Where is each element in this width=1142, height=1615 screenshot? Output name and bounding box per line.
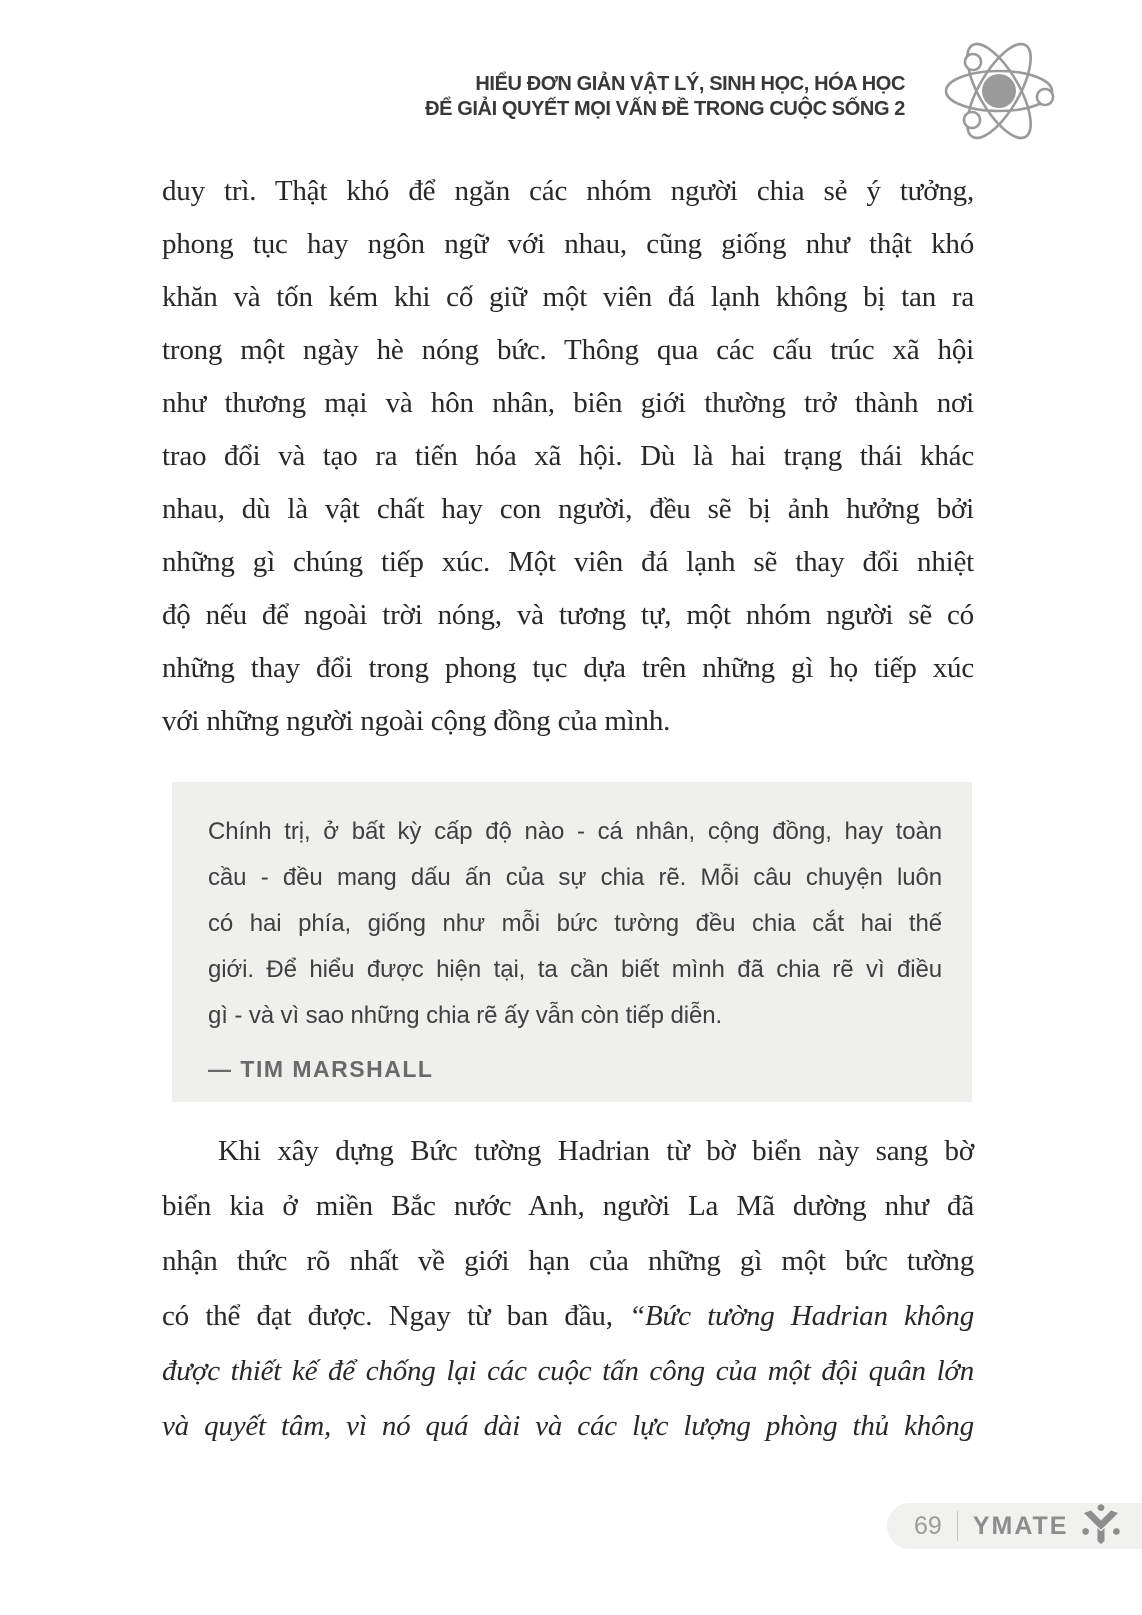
text-line: như thương mại và hôn nhân, biên giới thường trở thành nơi [162,387,974,419]
text-line: trong một ngày hè nóng bức. Thông qua các cấu trúc xã hội [162,334,974,366]
italic-text-run: và quyết tâm, vì nó quá dài và các lực lượng phòng thủ không [162,1410,974,1442]
quote-attribution: — TIM MARSHALL [208,1056,434,1082]
book-title-line1: HIỂU ĐƠN GIẢN VẬT LÝ, SINH HỌC, HÓA HỌC [475,73,905,95]
footer-divider [957,1511,958,1541]
quote-box [172,782,972,1102]
text-run: có thể đạt được. Ngay từ ban đầu, [162,1300,630,1332]
text-line: phong tục hay ngôn ngữ với nhau, cũng giống như thật khó [162,228,974,260]
text-run: Khi xây dựng Bức tường Hadrian từ bờ biển này sang bờ [218,1135,974,1167]
paragraph-2 [162,1124,974,1454]
quote-line: cầu - đều mang dấu ấn của sự chia rẽ. Mỗi câu chuyện luôn [208,864,942,891]
text-line [162,1344,974,1399]
footer-page-bar [887,1503,1142,1549]
italic-text-run: “Bức tường Hadrian không [629,1300,975,1332]
book-title-line2: ĐỂ GIẢI QUYẾT MỌI VẤN ĐỀ TRONG CUỘC SỐNG 2 [425,98,905,120]
text-line: những gì chúng tiếp xúc. Một viên đá lạnh sẽ thay đổi nhiệt [162,546,974,578]
quote-line: Chính trị, ở bất kỳ cấp độ nào - cá nhân, cộng đồng, hay toàn [208,818,942,845]
text-line: với những người ngoài cộng đồng của mình. [162,705,671,737]
text-line [162,1179,974,1234]
text-line: trao đổi và tạo ra tiến hóa xã hội. Dù là hai trạng thái khác [162,440,974,472]
text-line: những thay đổi trong phong tục dựa trên những gì họ tiếp xúc [162,652,974,684]
ymate-logo-icon [1079,1503,1123,1552]
quote-line: có hai phía, giống như mỗi bức tường đều chia cắt hai thế [208,910,942,937]
book-title [345,72,905,122]
paragraph-1 [162,165,974,748]
page-number: 69 [914,1511,942,1540]
atom-icon [942,36,1056,153]
text-run: biển kia ở miền Bắc nước Anh, người La Mã dường như đã [162,1190,974,1222]
text-line [162,1289,974,1344]
italic-text-run: được thiết kế để chống lại các cuộc tấn công của một đội quân lớn [162,1355,974,1387]
text-line [162,1124,974,1179]
text-line [162,1234,974,1289]
text-line: nhau, dù là vật chất hay con người, đều sẽ bị ảnh hưởng bởi [162,493,974,525]
quote-line: gì - và vì sao những chia rẽ ấy vẫn còn tiếp diễn. [208,1002,723,1029]
text-line: duy trì. Thật khó để ngăn các nhóm người chia sẻ ý tưởng, [162,175,974,207]
quote-line: giới. Để hiểu được hiện tại, ta cần biết mình đã chia rẽ vì điều [208,956,942,983]
text-line: độ nếu để ngoài trời nóng, và tương tự, một nhóm người sẽ có [162,599,974,631]
text-run: nhận thức rõ nhất về giới hạn của những gì một bức tường [162,1245,974,1277]
text-line [162,1399,974,1454]
text-line: khăn và tốn kém khi cố giữ một viên đá lạnh không bị tan ra [162,281,974,313]
brand-name: YMATE [972,1511,1069,1540]
